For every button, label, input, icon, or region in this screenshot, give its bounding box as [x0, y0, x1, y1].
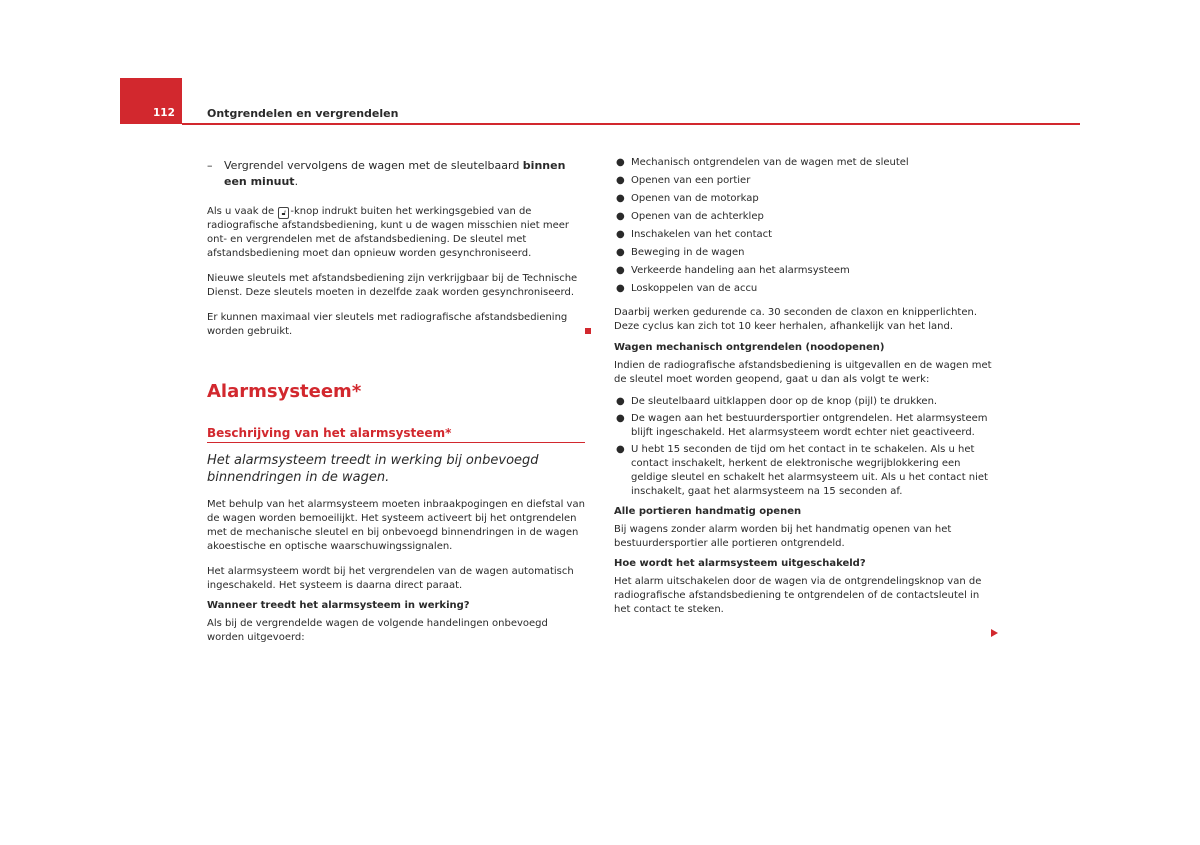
step-emphasis: binnen een minuut [224, 159, 566, 188]
stop-square-icon [585, 328, 591, 334]
section-title: Alarmsysteem* [207, 381, 362, 402]
paragraph: Bij wagens zonder alarm worden bij het handmatig openen van het bestuurdersportier alle portieren ontgrendeld. [614, 524, 952, 549]
paragraph: Daarbij werken gedurende ca. 30 seconden de claxon en knipperlichten. Deze cyclus kan zich tot 10 keer herhalen, afhankelijk van het land. [614, 307, 978, 332]
list-item: ● De sleutelbaard uitklappen door op de knop (pijl) te drukken. [616, 396, 938, 407]
paragraph: Er kunnen maximaal vier sleutels met radiografische afstandsbediening worden gebruikt. [207, 312, 568, 337]
list-item: ● U hebt 15 seconden de tijd om het contact in te schakelen. Als u het contact inschakelt, herkent de elektronische wegrijblokkering een geldige sleutel en schakelt het alarmsysteem uit. Als u het contact niet inschakelt, gaat het alarmsysteem na 15 seconden af. [616, 444, 988, 497]
paragraph: Als bij de vergrendelde wagen de volgende handelingen onbevoegd worden uitgevoerd: [207, 618, 548, 643]
list-item: ● Verkeerde handeling aan het alarmsysteem [616, 265, 850, 276]
left-column [207, 158, 585, 645]
para-text: -knop indrukt buiten het werkingsgebied van de radiografische afstandsbediening, kunt u de wagen misschien niet meer ont- en vergrendelen met de afstandsbediening. De sleutel met afstandsbediening moet dan opnieuw worden gesynchroniseerd. [207, 206, 570, 259]
list-item: ● Inschakelen van het contact [616, 229, 773, 240]
list-item: ● De wagen aan het bestuurdersportier ontgrendelen. Het alarmsysteem blijft ingeschakeld. Het alarmsysteem wordt echter niet geactiveerd. [616, 413, 988, 438]
subheading: Alle portieren handmatig openen [614, 506, 802, 517]
intro-text: Het alarmsysteem treedt in werking bij onbevoegd binnendringen in de wagen. [207, 453, 539, 485]
subheading: Wanneer treedt het alarmsysteem in werking? [207, 600, 470, 611]
subheading: Wagen mechanisch ontgrendelen (noodopenen) [614, 342, 885, 353]
list-item: ● Openen van een portier [616, 175, 751, 186]
step-text: Vergrendel vervolgens de wagen met de sleutelbaard [224, 159, 523, 172]
list-item: ● Beweging in de wagen [616, 247, 745, 258]
list-item: ● Openen van de achterklep [616, 211, 764, 222]
paragraph: Het alarm uitschakelen door de wagen via de ontgrendelingsknop van de radiografische afstandsbediening te ontgrendelen of de contactsleutel in het contact te steken. [614, 576, 982, 615]
procedure-list [614, 395, 998, 499]
dash-marker: – [207, 159, 213, 172]
paragraph: Nieuwe sleutels met afstandsbediening zijn verkrijgbaar bij de Technische Dienst. Deze sleutels moeten in dezelfde zaak worden gesynchroniseerd. [207, 273, 578, 298]
list-item: ● Mechanisch ontgrendelen van de wagen met de sleutel [616, 157, 909, 168]
subheading: Hoe wordt het alarmsysteem uitgeschakeld? [614, 558, 866, 569]
list-item: ● Loskoppelen van de accu [616, 283, 758, 294]
paragraph: Met behulp van het alarmsysteem moeten inbraakpogingen en diefstal van de wagen worden bemoeilijkt. Het systeem activeert bij het ontgrendelen met de mechanische sleutel en bij onbevoegd binnendringen in de wagen akoestische en optische waarschuwingssignalen. [207, 499, 585, 552]
instruction-step [207, 158, 585, 190]
step-suffix: . [294, 175, 299, 188]
paragraph [207, 205, 585, 261]
paragraph: Het alarmsysteem wordt bij het vergrendelen van de wagen automatisch ingeschakeld. Het systeem is daarna direct paraat. [207, 566, 574, 591]
continue-arrow-icon [991, 629, 998, 637]
right-column [614, 156, 998, 617]
paragraph: Indien de radiografische afstandsbediening is uitgevallen en de wagen met de sleutel moet worden geopend, gaat u dan als volgt te werk: [614, 360, 992, 385]
list-item: ● Openen van de motorkap [616, 193, 759, 204]
page-number: 112 [153, 107, 175, 119]
chapter-title: Ontgrendelen en vergrendelen [207, 107, 399, 120]
subsection-title: Beschrijving van het alarmsysteem* [207, 425, 585, 443]
header-rule [182, 123, 1080, 125]
trigger-list [614, 156, 998, 296]
unlock-key-icon: 🔓︎ [278, 207, 289, 219]
para-text: Als u vaak de [207, 206, 278, 217]
